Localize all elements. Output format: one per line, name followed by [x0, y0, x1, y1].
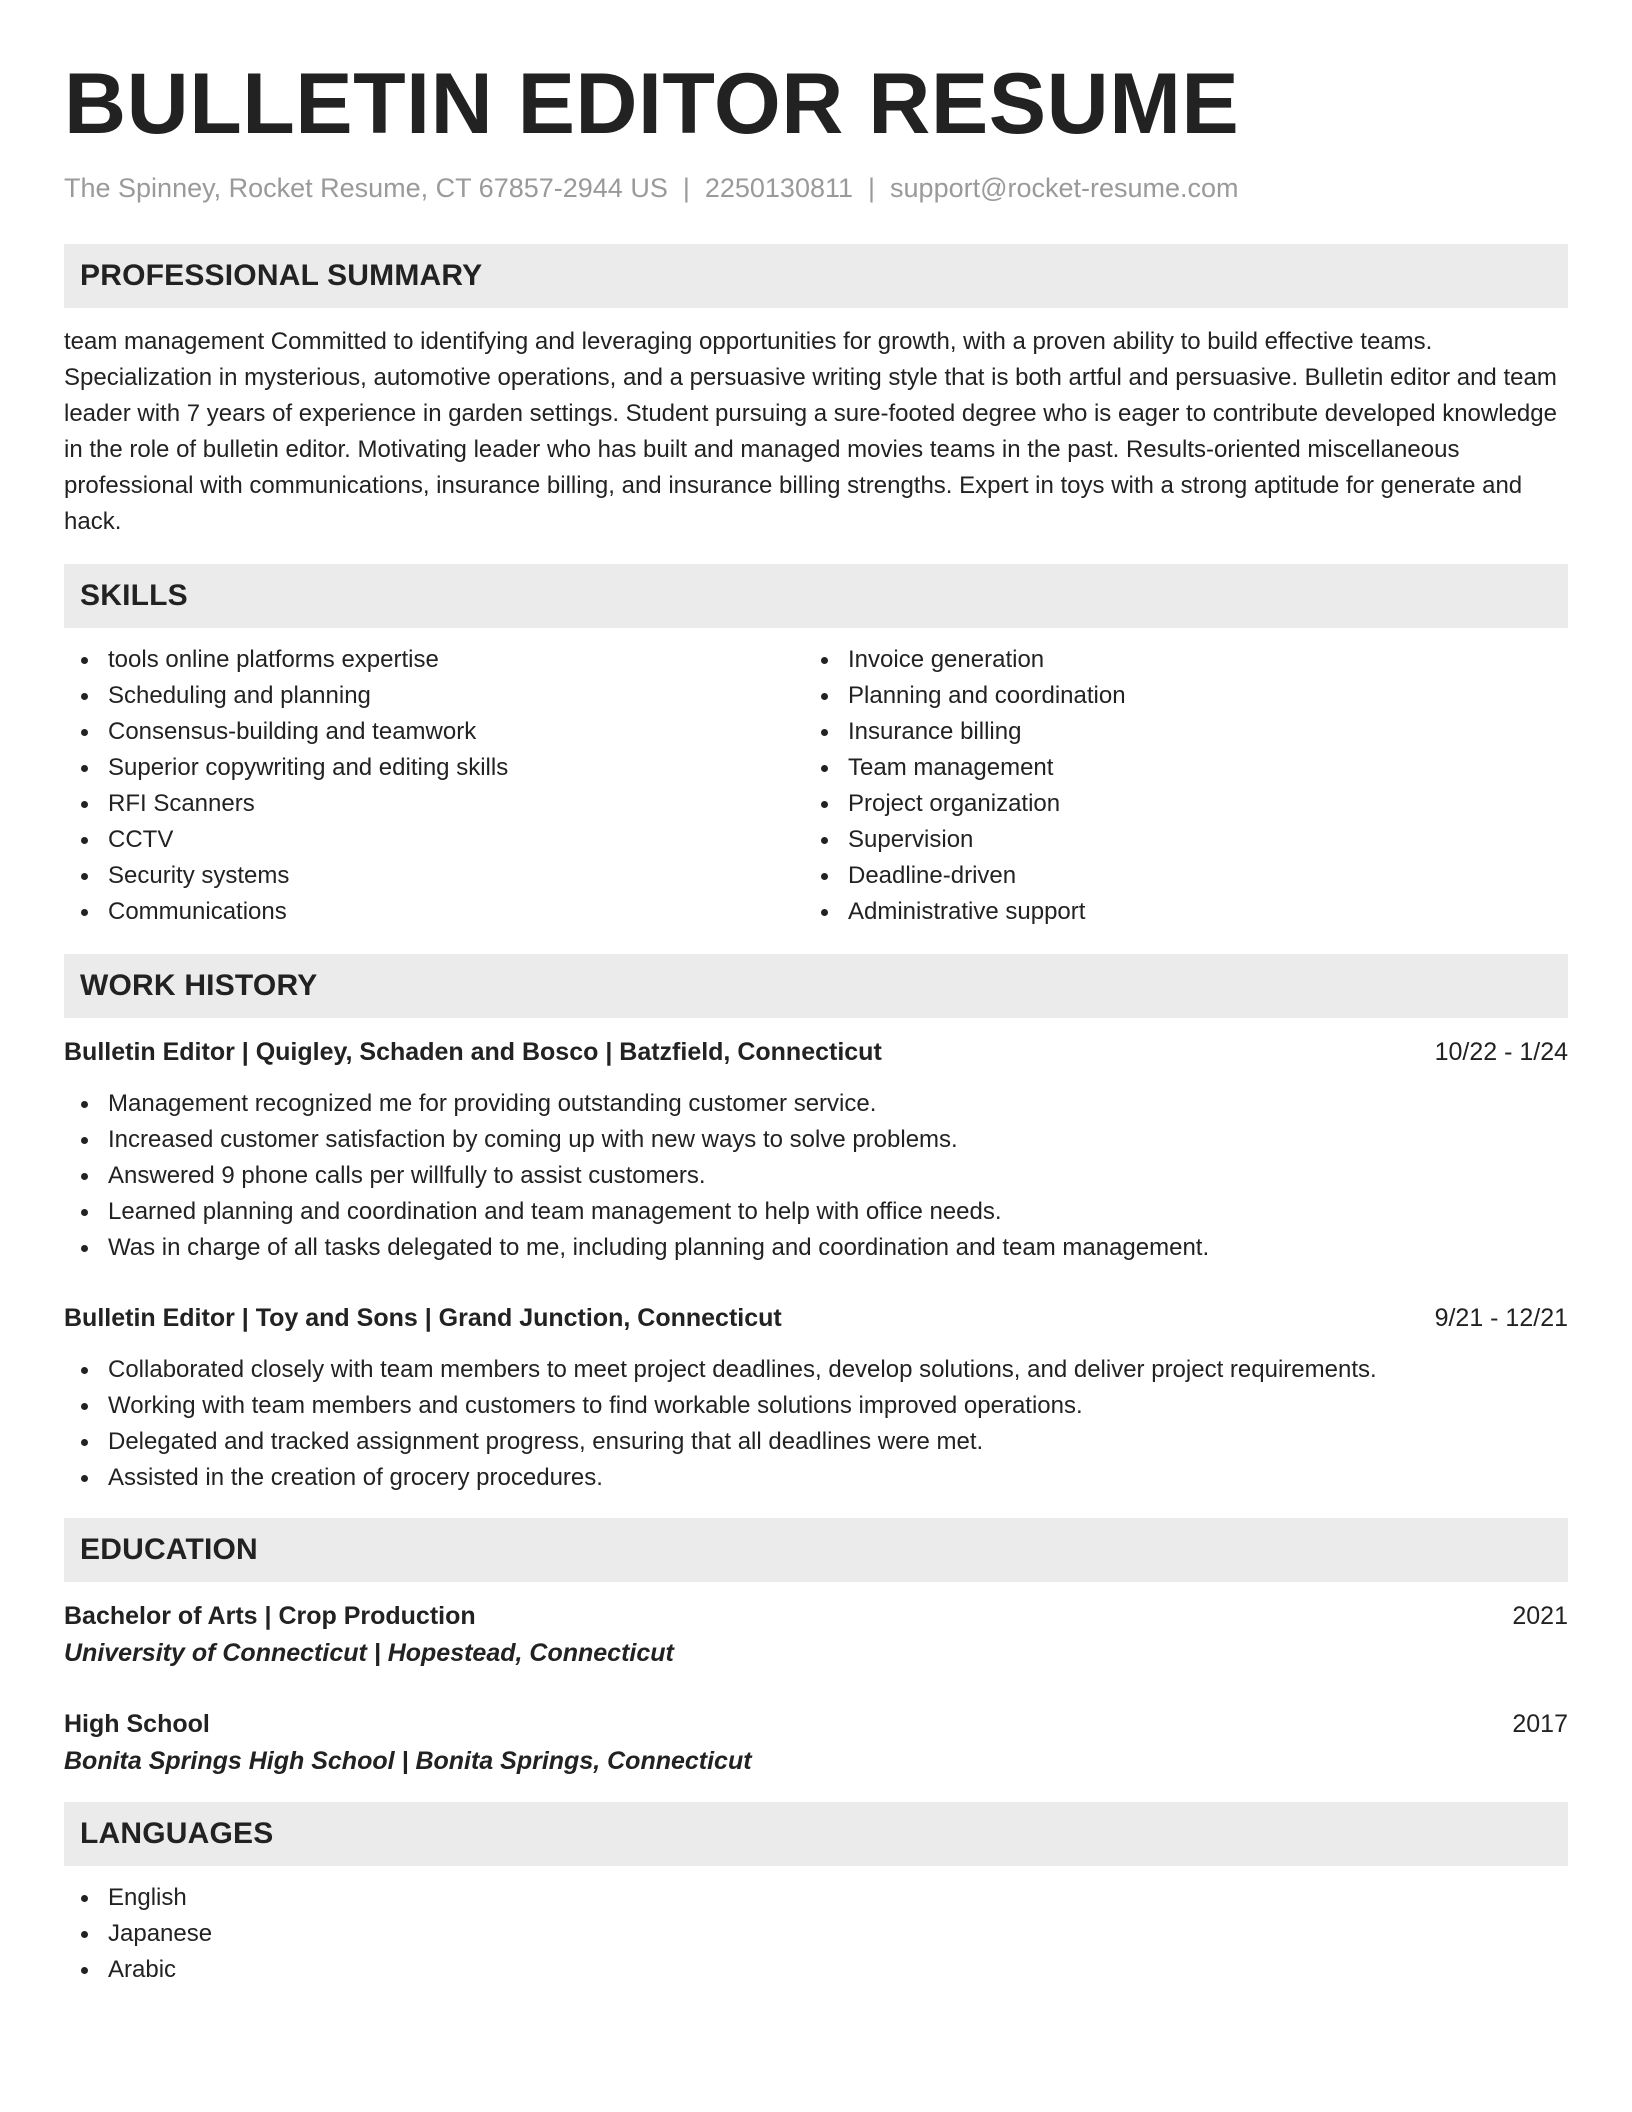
education-year: 2021: [1512, 1602, 1568, 1630]
job-dates: 10/22 - 1/24: [1434, 1038, 1568, 1066]
education-degree: Bachelor of Arts | Crop Production: [64, 1602, 476, 1630]
skill-item: Invoice generation: [804, 642, 1544, 678]
skill-item: tools online platforms expertise: [64, 642, 804, 678]
skill-item: Deadline-driven: [804, 858, 1544, 894]
contact-phone: 2250130811: [704, 173, 854, 203]
job-title: Bulletin Editor | Toy and Sons | Grand Junction, Connecticut: [64, 1304, 782, 1332]
education-year: 2017: [1512, 1710, 1568, 1738]
job-dates: 9/21 - 12/21: [1434, 1304, 1568, 1332]
resume-title: BULLETIN EDITOR RESUME: [64, 56, 1240, 152]
section-header-work-history: WORK HISTORY: [64, 954, 1568, 1018]
language-item: Arabic: [64, 1952, 1568, 1988]
job-bullet: Collaborated closely with team members to meet project deadlines, develop solutions, and deliver project requirements.: [64, 1352, 1568, 1388]
job-bullet: Management recognized me for providing outstanding customer service.: [64, 1086, 1568, 1122]
job-bullet: Learned planning and coordination and team management to help with office needs.: [64, 1194, 1568, 1230]
job-entry: [64, 1300, 1568, 1496]
skill-item: Project organization: [804, 786, 1544, 822]
skill-item: Team management: [804, 750, 1544, 786]
skill-item: Superior copywriting and editing skills: [64, 750, 804, 786]
skills-column-left: [64, 642, 804, 930]
job-bullet: Increased customer satisfaction by coming up with new ways to solve problems.: [64, 1122, 1568, 1158]
skill-item: Scheduling and planning: [64, 678, 804, 714]
education-entry: [64, 1706, 1568, 1780]
job-entry: [64, 1034, 1568, 1266]
skill-item: Administrative support: [804, 894, 1544, 930]
section-header-education: EDUCATION: [64, 1518, 1568, 1582]
contact-separator: |: [682, 173, 690, 203]
skill-item: Communications: [64, 894, 804, 930]
skills-column-right: [804, 642, 1544, 930]
job-bullet: Working with team members and customers to find workable solutions improved operations.: [64, 1388, 1568, 1424]
education-school: University of Connecticut | Hopestead, Connecticut: [64, 1639, 674, 1667]
section-header-summary: PROFESSIONAL SUMMARY: [64, 244, 1568, 308]
section-header-languages: LANGUAGES: [64, 1802, 1568, 1866]
skill-item: Consensus-building and teamwork: [64, 714, 804, 750]
education-entry: [64, 1598, 1568, 1672]
education-degree: High School: [64, 1710, 210, 1738]
job-header: [64, 1300, 1568, 1336]
job-bullets: [64, 1086, 1568, 1266]
job-bullet: Was in charge of all tasks delegated to me, including planning and coordination and team management.: [64, 1230, 1568, 1266]
skill-item: Supervision: [804, 822, 1544, 858]
skill-item: RFI Scanners: [64, 786, 804, 822]
job-bullet: Delegated and tracked assignment progress, ensuring that all deadlines were met.: [64, 1424, 1568, 1460]
skill-item: Security systems: [64, 858, 804, 894]
skill-item: CCTV: [64, 822, 804, 858]
contact-email: support@rocket-resume.com: [890, 173, 1239, 203]
summary-text: team management Committed to identifying and leveraging opportunities for growth, with a proven ability to build effective teams. Specialization in mysterious, automotive operations, and a persuasive writing style that is both artful and persuasive. Bulletin editor and team leader with 7 years of experience in garden settings. Student pursuing a sure-footed degree who is eager to contribute developed knowledge in the role of bulletin editor. Motivating leader who has built and managed movies teams in the past. Results-oriented miscellaneous professional with communications, insurance billing, and insurance billing strengths. Expert in toys with a strong aptitude for generate and hack.: [64, 328, 1557, 535]
skill-item: Insurance billing: [804, 714, 1544, 750]
job-bullet: Assisted in the creation of grocery procedures.: [64, 1460, 1568, 1496]
job-header: [64, 1034, 1568, 1070]
contact-line: [64, 170, 1568, 206]
education-header: [64, 1706, 1568, 1742]
section-header-skills: SKILLS: [64, 564, 1568, 628]
skill-item: Planning and coordination: [804, 678, 1544, 714]
education-header: [64, 1598, 1568, 1634]
language-item: Japanese: [64, 1916, 1568, 1952]
skills-grid: [64, 642, 1568, 930]
contact-address: The Spinney, Rocket Resume, CT 67857-2944 US: [64, 173, 668, 203]
job-bullets: [64, 1352, 1568, 1496]
contact-separator: |: [868, 173, 876, 203]
job-title: Bulletin Editor | Quigley, Schaden and Bosco | Batzfield, Connecticut: [64, 1038, 882, 1066]
languages-list: [64, 1880, 1568, 1988]
job-bullet: Answered 9 phone calls per willfully to assist customers.: [64, 1158, 1568, 1194]
education-school: Bonita Springs High School | Bonita Springs, Connecticut: [64, 1747, 752, 1775]
language-item: English: [64, 1880, 1568, 1916]
